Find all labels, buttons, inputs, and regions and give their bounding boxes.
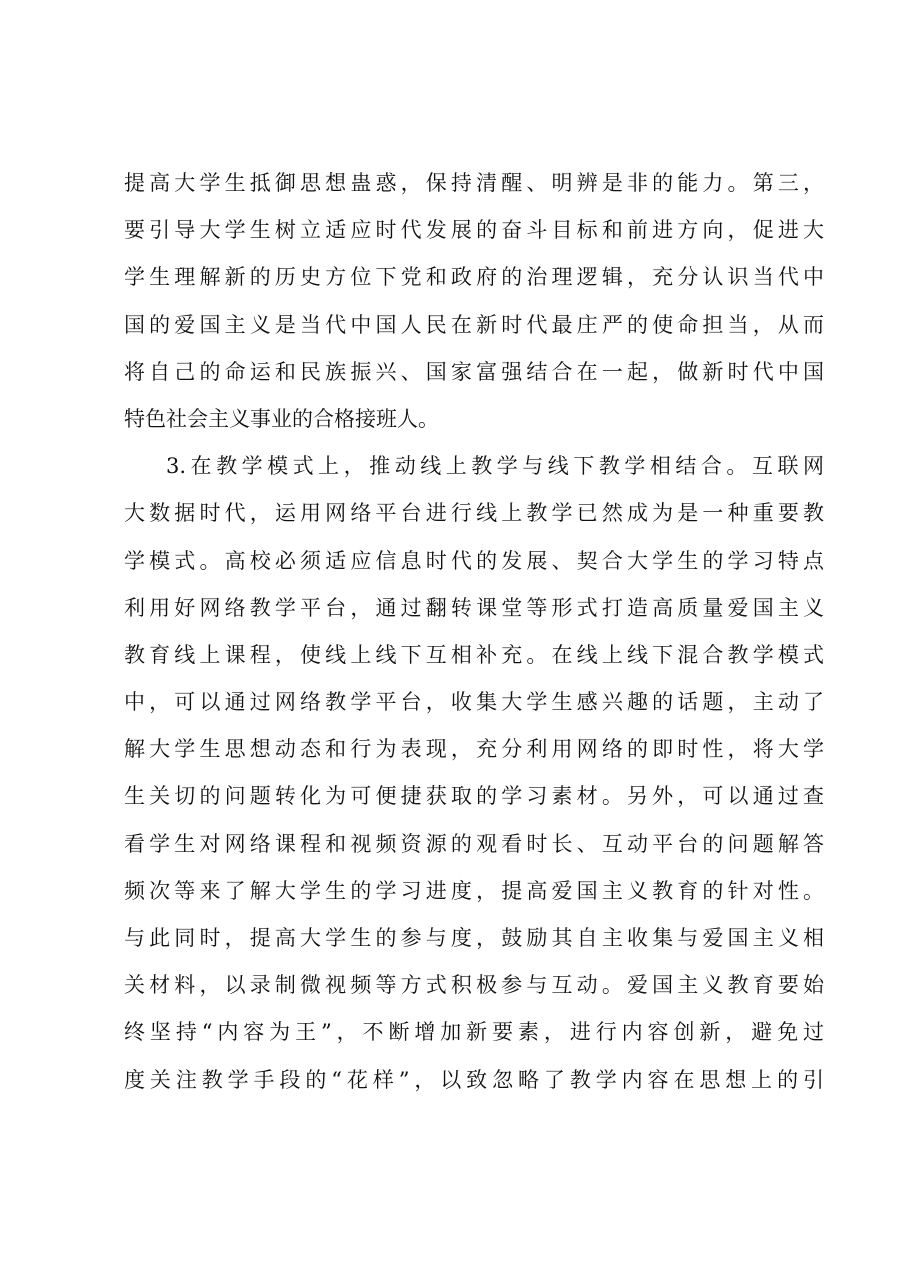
text-line: 与此同时，提高大学生的参与度，鼓励其自主收集与爱国主义相 bbox=[124, 926, 824, 950]
text-line: 要引导大学生树立适应时代发展的奋斗目标和前进方向，促进大 bbox=[124, 218, 824, 243]
text-line: 国的爱国主义是当代中国人民在新时代最庄严的使命担当，从而 bbox=[124, 312, 824, 337]
text-line: 教育线上课程，使线上线下互相补充。在线上线下混合教学模式 bbox=[124, 642, 824, 667]
text-line: 看学生对网络课程和视频资源的观看时长、互动平台的问题解答 bbox=[124, 831, 824, 856]
text-line: 度关注教学手段的“花样”，以致忽略了教学内容在思想上的引 bbox=[124, 1067, 824, 1092]
text-line: 关材料，以录制微视频等方式积极参与互动。爱国主义教育要始 bbox=[124, 973, 824, 998]
text-line: 特色社会主义事业的合格接班人。 bbox=[124, 406, 439, 431]
document-body bbox=[124, 160, 824, 1104]
text-line: 利用好网络教学平台，通过翻转课堂等形式打造高质量爱国主义 bbox=[124, 595, 824, 620]
text-line: 学模式。高校必须适应信息时代的发展、契合大学生的学习特点 bbox=[124, 548, 824, 573]
text-line: 大数据时代，运用网络平台进行线上教学已然成为是一种重要教 bbox=[124, 501, 824, 526]
text-line: 学生理解新的历史方位下党和政府的治理逻辑，充分认识当代中 bbox=[124, 265, 824, 290]
text-line: 生关切的问题转化为可便捷获取的学习素材。另外，可以通过查 bbox=[124, 784, 824, 809]
text-line: 终坚持“内容为王”，不断增加新要素，进行内容创新，避免过 bbox=[124, 1020, 824, 1045]
text-line: 提高大学生抵御思想蛊惑，保持清醒、明辨是非的能力。第三， bbox=[124, 171, 824, 195]
paragraph-start-line: 3.在教学模式上，推动线上教学与线下教学相结合。互联网 bbox=[166, 454, 824, 479]
text-line: 将自己的命运和民族振兴、国家富强结合在一起，做新时代中国 bbox=[124, 359, 824, 384]
text-line: 频次等来了解大学生的学习进度，提高爱国主义教育的针对性。 bbox=[124, 878, 824, 903]
text-line: 中，可以通过网络教学平台，收集大学生感兴趣的话题，主动了 bbox=[124, 690, 824, 715]
text-line: 解大学生思想动态和行为表现，充分利用网络的即时性，将大学 bbox=[124, 737, 824, 762]
